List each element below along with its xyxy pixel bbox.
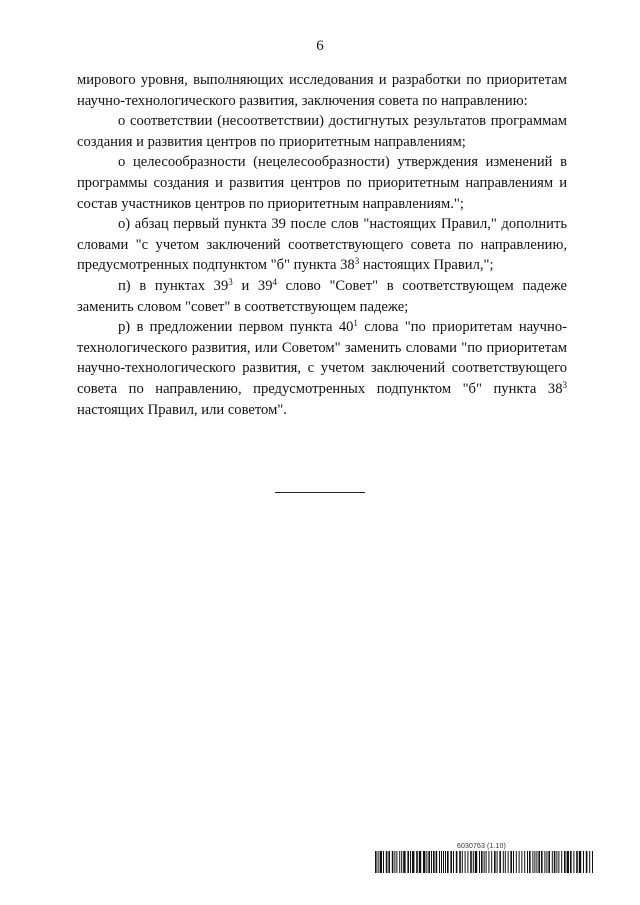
barcode-bar [419,851,421,873]
barcode-bar [583,851,584,873]
barcode-bar [544,851,545,873]
paragraph-item-compliance [77,111,567,152]
barcode-bar [401,851,402,873]
barcode-bar [388,851,390,873]
barcode-bar [479,851,480,873]
barcode-bar [436,851,438,873]
barcode-bar [473,851,474,873]
barcode-bar [439,851,440,873]
barcode-bar [541,851,543,873]
page-number: 6 [316,38,324,54]
barcode-bar [532,851,533,873]
barcode-bar [505,851,506,873]
barcode-bar [453,851,454,873]
barcode-bar [556,851,557,873]
barcode-bar [431,851,432,873]
barcode-bar [392,851,394,873]
barcode-bar [433,851,435,873]
barcode-bar [564,851,566,873]
barcode-bar [383,851,384,873]
barcode-bar [508,851,509,873]
barcode-bar [386,851,388,873]
barcode-bar [579,851,581,873]
barcode-bar [510,851,512,873]
barcode-bar [497,851,498,873]
superscript: 1 [353,318,358,329]
barcode-bar [403,851,405,873]
barcode-bar [524,851,525,873]
barcode-bar [527,851,528,873]
barcode-bar [410,851,411,873]
superscript: 3 [354,256,360,267]
barcode-bar [529,851,531,873]
barcode-bar [412,851,414,873]
barcode-bar [561,851,562,873]
paragraph-text: мирового уровня, выполняющих исследования и разработки по приоритетам научно-технологического развития, заключения совета по направлению: [77,72,567,109]
barcode-bar [519,851,520,873]
barcode-bar [445,851,446,873]
superscript: 4 [272,276,278,287]
barcode-bar [592,851,593,873]
barcode-bar [462,851,463,873]
barcode-bar [486,851,487,873]
barcode-bar [548,851,550,873]
barcode-bar [546,851,547,873]
paragraph-text: о соответствии (несоответствии) достигнутых результатов программам создания и развития центров по приоритетным направлениям; [77,113,567,150]
barcode-image [375,851,595,873]
paragraph-continuation [77,70,567,111]
document-body [77,70,567,420]
paragraph-text: настоящих Правил, или советом". [77,401,287,418]
paragraph-text: п) в пунктах 39 [118,277,229,294]
barcode-bar [375,851,377,873]
paragraph-text: и 39 [232,277,273,294]
barcode-bar [396,851,397,873]
barcode-bar [558,851,559,873]
barcode-bar [484,851,485,873]
paragraph-text: слова "по приоритетам научно-технологического развития, или Советом" заменить словами "по приоритетам научно-технологического развития, с учетом заключений соответствующего совета по направлению, предусмотренных подпунктом "б" пункта 38 [77,319,567,397]
paragraph-text: слово "Совет" в соответствующем падеже заменить словом "совет" в соответствующем падеже; [77,277,568,315]
paragraph-text: р) в предложении первом пункта 40 [118,319,354,336]
barcode-bar [443,851,444,873]
barcode-bar [534,851,535,873]
barcode-bar [380,851,382,873]
barcode-bar [503,851,504,873]
barcode-bar [494,851,496,873]
barcode-bar [513,851,514,873]
barcode-bar [423,851,425,873]
barcode-bar [536,851,537,873]
barcode-bar [456,851,458,873]
barcode-bar [586,851,588,873]
barcode-bar [521,851,522,873]
barcode-bar [567,851,569,873]
barcode-bar [589,851,590,873]
barcode-bar [378,851,379,873]
barcode-bar [470,851,472,873]
paragraph-item-r [77,317,567,420]
paragraph-item-o [77,214,567,276]
barcode-bar [426,851,427,873]
superscript: 3 [562,379,567,390]
barcode-bar [441,851,442,873]
barcode-label: 6030763 (1.10) [457,843,506,850]
barcode-bar [538,851,540,873]
barcode-bar [399,851,400,873]
barcode-bar [465,851,466,873]
barcode-bar [573,851,574,873]
end-separator-line [275,492,365,493]
paragraph-item-expediency [77,152,567,214]
paragraph-text: настоящих Правил,"; [359,257,494,274]
paragraph-item-p [77,276,567,317]
barcode-bar [450,851,452,873]
paragraph-text: о) абзац первый пункта 39 после слов "настоящих Правил," дополнить словами "с учетом заключений соответствующего совета по направлению, предусмотренных подпунктом "б" пункта 38 [77,216,567,274]
barcode-bar [416,851,418,873]
barcode-bar [570,851,572,873]
barcode-bar [554,851,556,873]
barcode-bar [467,851,468,873]
barcode-bar [499,851,501,873]
barcode-bar [394,851,395,873]
barcode-bar [552,851,553,873]
superscript: 3 [228,276,233,287]
barcode-bar [576,851,578,873]
barcode-bar [516,851,517,873]
barcode-bar [447,851,449,873]
barcode-bar [428,851,430,873]
barcode-bar [481,851,483,873]
barcode-bar [488,851,489,873]
barcode-bar [407,851,409,873]
barcode-bar [475,851,477,873]
barcode-bar [491,851,492,873]
paragraph-text: о целесообразности (нецелесообразности) утверждения изменений в программы создания и развития центров по приоритетным направлениям и состав участников центров по приоритетным направлениям."; [77,154,567,212]
barcode-bar [459,851,461,873]
